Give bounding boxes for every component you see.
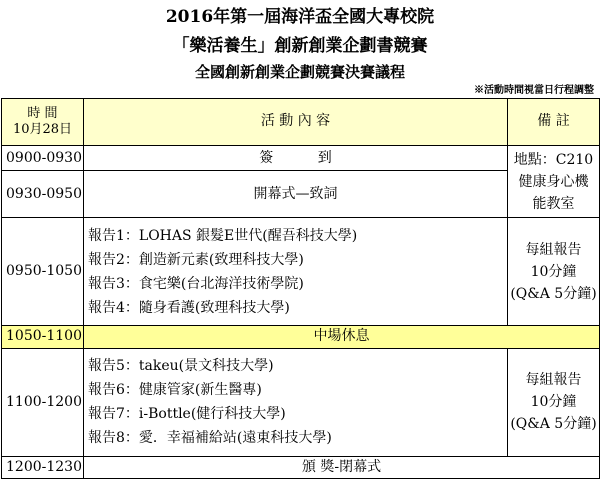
header-activity-cell <box>84 99 508 146</box>
list-item: 報告4：隨身看護(致理科技大學) <box>88 299 290 316</box>
list-item: 報告6：健康管家(新生醫專) <box>88 382 262 399</box>
activity-cell: 開幕式—致詞 <box>84 171 508 218</box>
table-row <box>2 348 600 456</box>
time-cell: 1100-1200 <box>2 348 84 456</box>
table-row <box>2 218 600 326</box>
time-cell: 1050-1100 <box>2 326 84 348</box>
break-cell: 中場休息 <box>84 326 600 348</box>
list-item: 報告8：愛．幸福補給站(遠東科技大學) <box>88 430 332 447</box>
location-remark-cell <box>508 145 600 217</box>
closing-cell: 頒 獎-閉幕式 <box>84 456 600 478</box>
table-header-row <box>2 99 600 146</box>
remark-line: 能教室 <box>532 195 575 212</box>
header-activity-label: 活 動 內 容 <box>260 113 331 130</box>
activity-text: 簽 到 <box>259 149 352 166</box>
report-remark-cell <box>508 218 600 326</box>
time-cell: 0900-0930 <box>2 145 84 170</box>
report-remark-cell <box>508 348 600 456</box>
header-remarks-cell <box>508 99 600 146</box>
agenda-table <box>1 98 600 479</box>
title-line-3: 全國創新創業企劃競賽決賽議程 <box>194 63 405 81</box>
header-time-cell <box>2 99 84 146</box>
remark-line: 每組報告 <box>525 372 582 389</box>
header-remarks-label: 備 註 <box>537 113 570 130</box>
activity-list-cell <box>84 348 508 456</box>
remark-line: 10分鐘 <box>530 394 577 411</box>
remark-line: 地點：C210 <box>513 151 594 168</box>
activity-cell <box>84 145 508 170</box>
remark-line: 健康身心機 <box>518 173 589 190</box>
header-time-label: 時 間 <box>27 105 58 121</box>
schedule-note: ※活動時間視當日行程調整 <box>474 85 594 96</box>
list-item: 報告5：takeu(景文科技大學) <box>88 358 274 375</box>
time-cell: 0930-0950 <box>2 171 84 218</box>
remark-line: (Q&A 5分鐘) <box>510 285 597 302</box>
header-date-label: 10月28日 <box>12 121 73 137</box>
list-item: 報告7：i-Bottle(健行科技大學) <box>88 406 286 423</box>
title-line-2: 「樂活養生」創新創業企劃書競賽 <box>172 36 428 56</box>
title-line-1: 2016年第一屆海洋盃全國大專校院 <box>165 7 435 27</box>
remark-line: 每組報告 <box>525 241 582 258</box>
table-row-break <box>2 326 600 348</box>
remark-line: (Q&A 5分鐘) <box>510 416 597 433</box>
activity-list-cell <box>84 218 508 326</box>
time-cell: 1200-1230 <box>2 456 84 478</box>
table-row <box>2 145 600 170</box>
time-cell: 0950-1050 <box>2 218 84 326</box>
list-item: 報告2：創造新元素(致理科技大學) <box>88 251 304 268</box>
remark-line: 10分鐘 <box>530 263 577 280</box>
table-row <box>2 456 600 478</box>
list-item: 報告1：LOHAS 銀髮E世代(醒吾科技大學) <box>88 227 358 244</box>
list-item: 報告3：食宅樂(台北海洋技術學院) <box>88 275 304 292</box>
